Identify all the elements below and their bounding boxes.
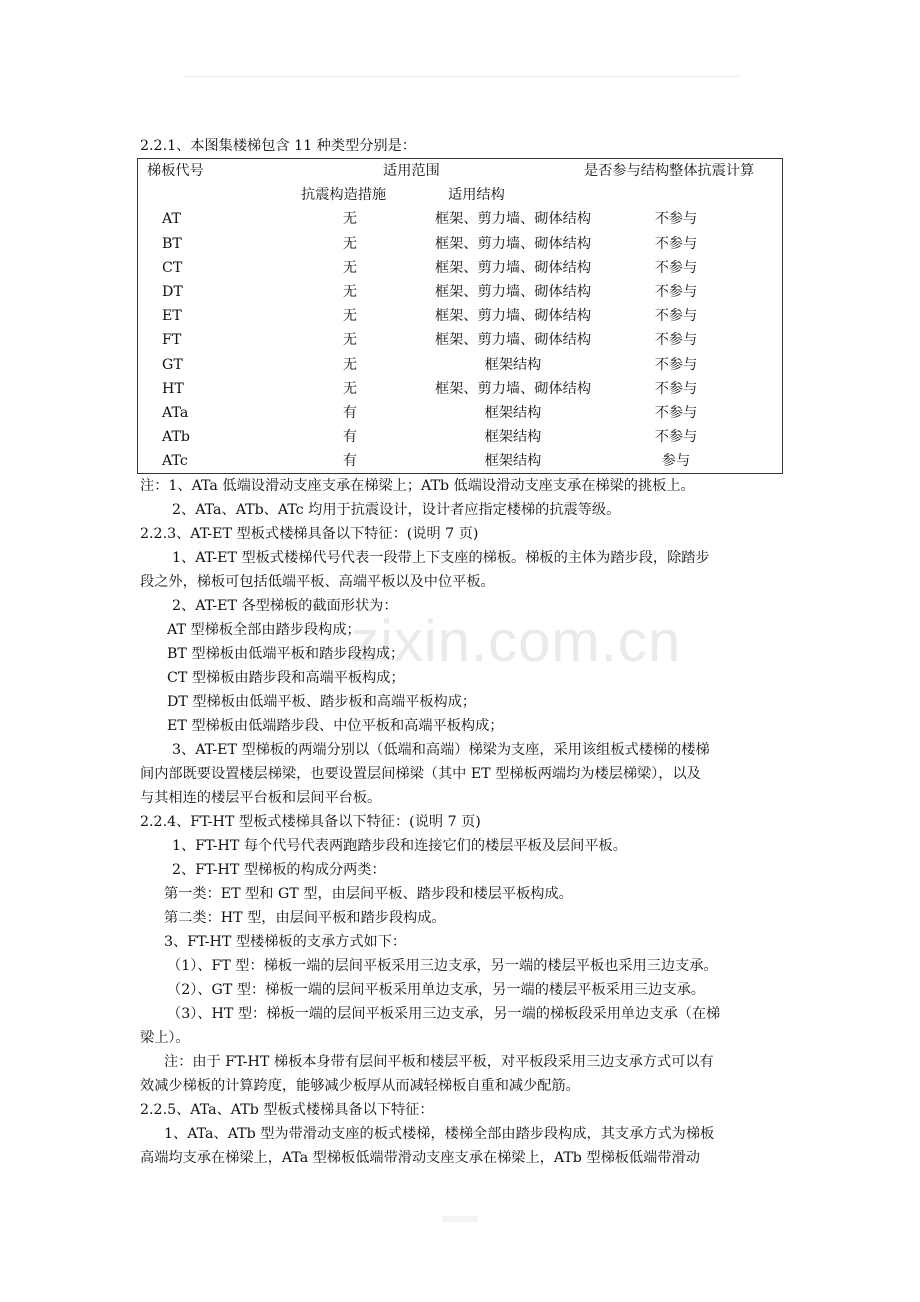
paragraph: 2、FT-HT 型梯板的构成分两类： [172,862,386,879]
cell-code: ATa [162,404,189,421]
page-footer-mark [442,1216,478,1222]
cell-structure: 框架、剪力墙、砌体结构 [434,332,592,349]
paragraph: 1、FT-HT 每个代号代表两跑踏步段和连接它们的楼层平板及层间平板。 [172,838,627,855]
cell-structure: 框架、剪力墙、砌体结构 [434,235,592,252]
cell-seismic: 有 [342,429,358,446]
cell-seismic: 无 [342,332,358,349]
section-heading-2-2-1: 2.2.1、本图集楼梯包含 11 种类型分别是： [140,138,416,154]
paragraph: 2、AT-ET 各型梯板的截面形状为： [172,598,398,615]
cell-participate: 不参与 [654,404,698,421]
table-row [138,377,782,401]
subheader-seismic: 抗震构造措施 [301,187,387,204]
subheader-structure: 适用结构 [448,187,505,204]
cell-participate: 不参与 [654,308,698,325]
list-item: 第二类：HT 型，由层间平板和踏步段构成。 [164,910,446,927]
header-rule [183,76,739,77]
cell-structure: 框架结构 [484,404,542,421]
section-heading-2-2-4: 2.2.4、FT-HT 型板式楼梯具备以下特征：(说明 7 页) [140,814,481,831]
cell-structure: 框架、剪力墙、砌体结构 [434,380,592,397]
cell-seismic: 有 [342,453,358,470]
watermark: zixin.com.cn [350,609,682,674]
cell-code: GT [162,356,183,373]
table-header-row [138,159,782,183]
section-heading-2-2-5: 2.2.5、ATa、ATb 型板式楼梯具备以下特征： [140,1102,434,1119]
table-row [138,328,782,352]
table-row [138,304,782,328]
cell-seismic: 无 [342,235,358,252]
cell-participate: 不参与 [654,211,698,228]
table-row [138,353,782,377]
cell-participate: 不参与 [654,356,698,373]
cell-participate: 不参与 [654,380,698,397]
note-1: 注：1、ATa 低端设滑动支座支承在梯梁上；ATb 低端设滑动支座支承在梯梁的挑板上。 [140,478,695,495]
cell-participate: 不参与 [654,332,698,349]
note-paragraph: 注：由于 FT-HT 梯板本身带有层间平板和楼层平板，对平板段采用三边支承方式可以有 [164,1054,714,1071]
cell-code: ATb [162,429,191,446]
paragraph: 3、FT-HT 型楼梯板的支承方式如下： [164,934,407,951]
paragraph: 段之外，梯板可包括低端平板、高端平板以及中位平板。 [140,574,495,591]
stair-type-table [137,158,783,474]
cell-seismic: 无 [342,283,358,300]
list-item: ET 型梯板由低端踏步段、中位平板和高端平板构成； [167,718,504,735]
list-item: （1）、FT 型：梯板一端的层间平板采用三边支承，另一端的楼层平板也采用三边支承。 [167,958,718,975]
cell-structure: 框架、剪力墙、砌体结构 [434,308,592,325]
list-item: （2）、GT 型：梯板一端的层间平板采用单边支承，另一端的楼层平板采用三边支承。 [167,982,705,999]
list-item: BT 型梯板由低端平板和踏步段构成； [167,646,405,663]
cell-participate: 不参与 [654,235,698,252]
cell-code: HT [162,380,184,397]
paragraph: 高端均支承在梯梁上，ATa 型梯板低端带滑动支座支承在梯梁上，ATb 型梯板低端带滑动 [140,1150,700,1167]
table-subheader-row [138,183,782,207]
cell-code: ET [162,308,182,325]
cell-seismic: 无 [342,380,358,397]
table-row [138,449,782,473]
cell-structure: 框架、剪力墙、砌体结构 [434,211,592,228]
cell-participate: 不参与 [654,259,698,276]
table-row [138,207,782,231]
paragraph: 1、AT-ET 型板式楼梯代号代表一段带上下支座的梯板。梯板的主体为踏步段，除踏步 [172,550,710,567]
cell-code: BT [162,235,182,252]
table-rows [138,207,782,473]
cell-structure: 框架结构 [484,356,542,373]
list-item: （3）、HT 型：梯板一端的层间平板采用三边支承，另一端的梯板段采用单边支承（在梯 [167,1006,721,1023]
cell-code: FT [162,332,182,349]
table-row [138,256,782,280]
list-item: DT 型梯板由低端平板、踏步板和高端平板构成； [167,694,477,711]
list-item: AT 型梯板全部由踏步段构成； [167,622,361,639]
cell-seismic: 有 [342,404,358,421]
section-heading-2-2-3: 2.2.3、AT-ET 型板式楼梯具备以下特征：(说明 7 页) [140,526,479,543]
note-paragraph: 效减少梯板的计算跨度，能够减少板厚从而减轻梯板自重和减少配筋。 [140,1078,580,1095]
cell-seismic: 无 [342,259,358,276]
list-item: CT 型梯板由踏步段和高端平板构成； [167,670,405,687]
cell-code: CT [162,259,183,276]
cell-participate: 不参与 [654,283,698,300]
cell-code: AT [162,211,181,228]
paragraph: 3、AT-ET 型梯板的两端分别以（低端和高端）梯梁为支座，采用该组板式楼梯的楼梯 [172,742,710,759]
cell-code: ATc [162,453,188,470]
table-row [138,280,782,304]
header-code: 梯板代号 [147,163,204,179]
cell-participate: 不参与 [654,429,698,446]
document-body [140,134,790,1170]
paragraph: 与其相连的楼层平台板和层间平台板。 [140,790,382,807]
cell-seismic: 无 [342,211,358,228]
list-item: 梁上）。 [140,1030,190,1047]
table-row [138,232,782,256]
cell-participate: 参与 [661,453,691,470]
header-participate: 是否参与结构整体抗震计算 [584,163,755,179]
cell-seismic: 无 [342,308,358,325]
paragraph: 1、ATa、ATb 型为带滑动支座的板式楼梯，楼梯全部由踏步段构成，其支承方式为梯板 [164,1126,715,1143]
paragraph: 间内部既要设置楼层梯梁，也要设置层间梯梁（其中 ET 型梯板两端均为楼层梯梁），以及 [140,766,701,783]
cell-seismic: 无 [342,356,358,373]
note-2: 2、ATa、ATb、ATc 均用于抗震设计，设计者应指定楼梯的抗震等级。 [172,502,621,519]
table-row [138,425,782,449]
header-scope: 适用范围 [383,163,440,179]
cell-structure: 框架结构 [484,429,542,446]
cell-structure: 框架、剪力墙、砌体结构 [434,283,592,300]
cell-structure: 框架、剪力墙、砌体结构 [434,259,592,276]
cell-structure: 框架结构 [484,453,542,470]
table-row [138,401,782,425]
cell-code: DT [162,283,183,300]
list-item: 第一类：ET 型和 GT 型，由层间平板、踏步段和楼层平板构成。 [164,886,573,903]
